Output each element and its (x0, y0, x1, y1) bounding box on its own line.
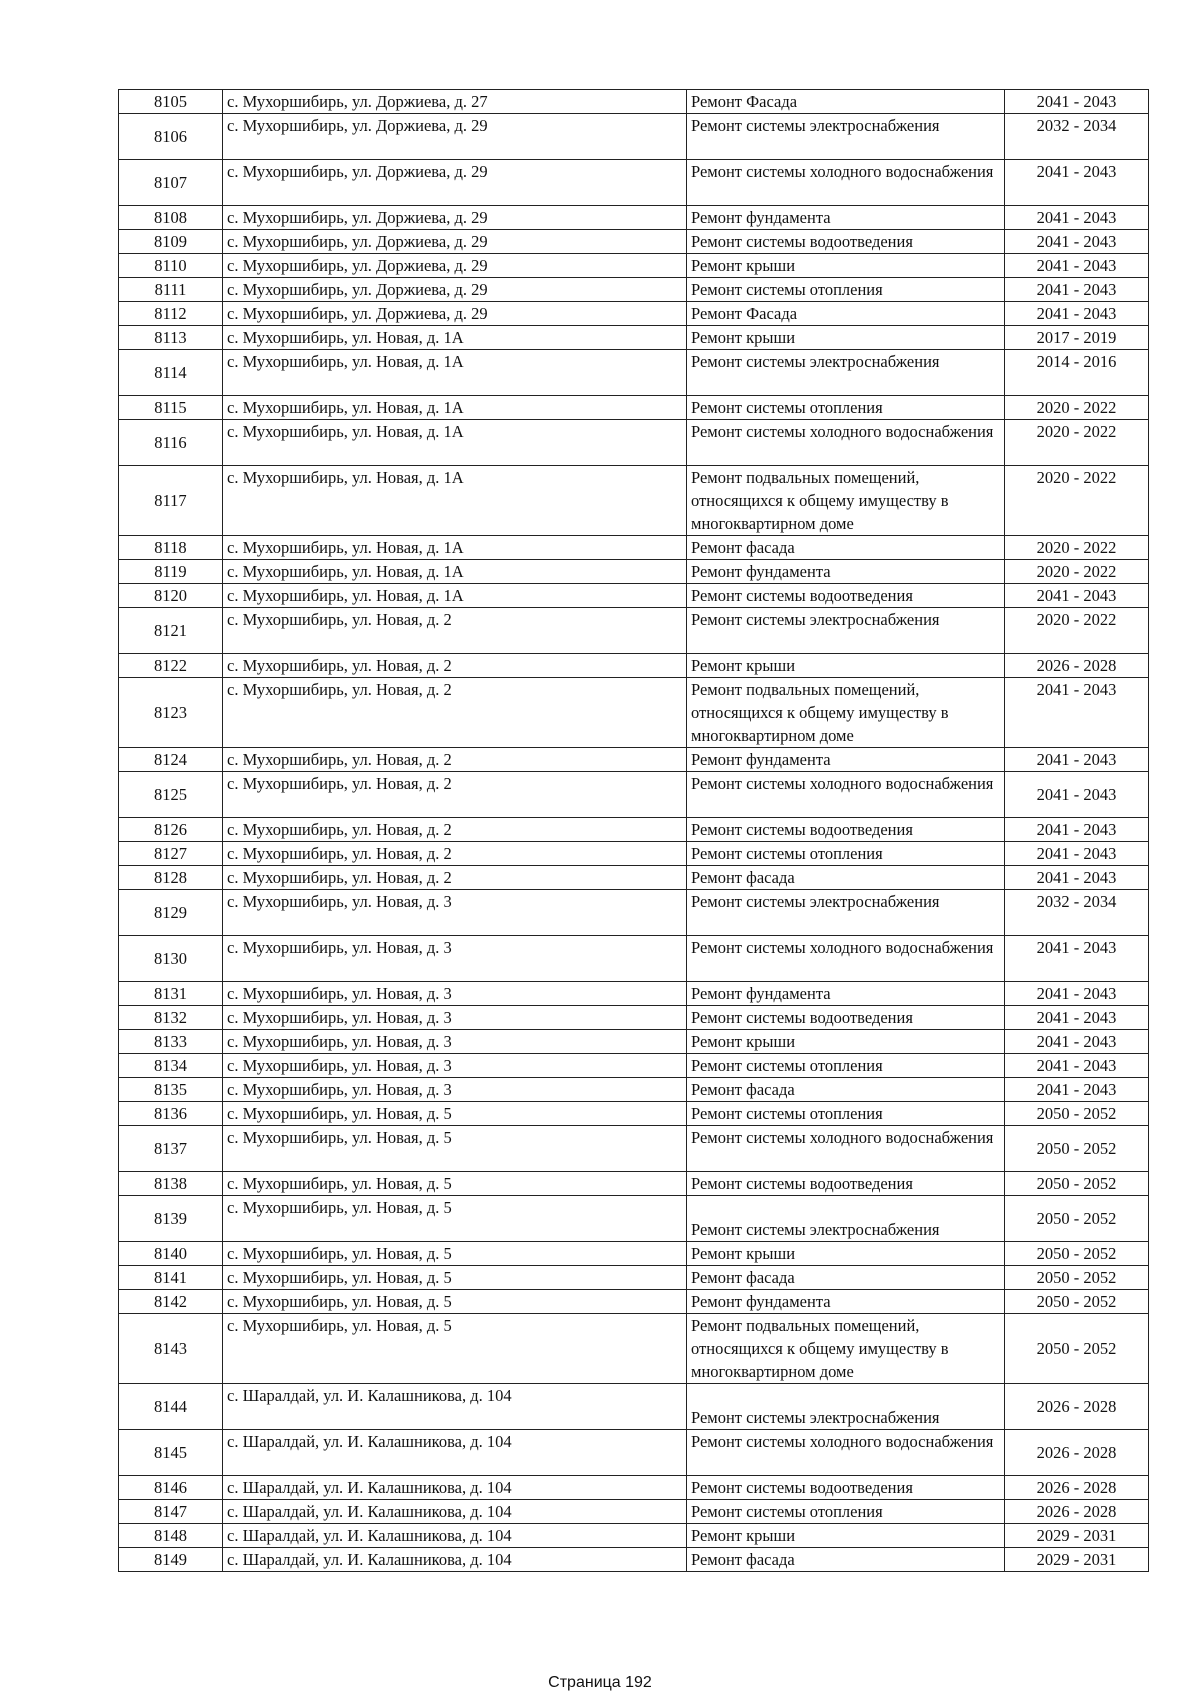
row-address: с. Мухоршибирь, ул. Доржиева, д. 29 (223, 254, 687, 278)
table-row (119, 466, 1149, 536)
row-number: 8143 (119, 1314, 223, 1384)
row-number: 8118 (119, 536, 223, 560)
table-row (119, 1430, 1149, 1476)
row-work-type: Ремонт Фасада (687, 90, 1005, 114)
row-period: 2041 - 2043 (1005, 278, 1149, 302)
row-address: с. Мухоршибирь, ул. Доржиева, д. 29 (223, 114, 687, 160)
row-period: 2041 - 2043 (1005, 818, 1149, 842)
row-period: 2020 - 2022 (1005, 396, 1149, 420)
row-number: 8111 (119, 278, 223, 302)
row-number: 8123 (119, 678, 223, 748)
row-number: 8144 (119, 1384, 223, 1430)
row-work-type: Ремонт крыши (687, 1030, 1005, 1054)
row-period: 2026 - 2028 (1005, 1430, 1149, 1476)
row-address: с. Мухоршибирь, ул. Новая, д. 3 (223, 1030, 687, 1054)
row-address: с. Мухоршибирь, ул. Новая, д. 1А (223, 536, 687, 560)
row-number: 8110 (119, 254, 223, 278)
table-row (119, 302, 1149, 326)
row-work-type: Ремонт крыши (687, 1242, 1005, 1266)
table-row (119, 254, 1149, 278)
row-address: с. Шаралдай, ул. И. Калашникова, д. 104 (223, 1476, 687, 1500)
table-row (119, 396, 1149, 420)
row-work-type: Ремонт Фасада (687, 302, 1005, 326)
row-period: 2041 - 2043 (1005, 206, 1149, 230)
table-row (119, 206, 1149, 230)
row-number: 8138 (119, 1172, 223, 1196)
row-address: с. Шаралдай, ул. И. Калашникова, д. 104 (223, 1384, 687, 1430)
row-number: 8112 (119, 302, 223, 326)
row-work-type: Ремонт подвальных помещений, относящихся к общему имуществу в многоквартирном доме (687, 466, 1005, 536)
row-work-type: Ремонт системы отопления (687, 396, 1005, 420)
row-number: 8135 (119, 1078, 223, 1102)
row-work-type: Ремонт фасада (687, 1078, 1005, 1102)
row-address: с. Мухоршибирь, ул. Новая, д. 2 (223, 608, 687, 654)
row-period: 2041 - 2043 (1005, 936, 1149, 982)
row-number: 8124 (119, 748, 223, 772)
row-work-type: Ремонт системы холодного водоснабжения (687, 936, 1005, 982)
row-work-type: Ремонт системы водоотведения (687, 230, 1005, 254)
row-work-type: Ремонт системы холодного водоснабжения (687, 420, 1005, 466)
row-address: с. Мухоршибирь, ул. Доржиева, д. 29 (223, 160, 687, 206)
table-row (119, 842, 1149, 866)
row-period: 2029 - 2031 (1005, 1548, 1149, 1572)
row-number: 8146 (119, 1476, 223, 1500)
row-number: 8148 (119, 1524, 223, 1548)
table-row (119, 278, 1149, 302)
row-number: 8125 (119, 772, 223, 818)
row-period: 2020 - 2022 (1005, 608, 1149, 654)
row-period: 2050 - 2052 (1005, 1266, 1149, 1290)
row-period: 2032 - 2034 (1005, 114, 1149, 160)
row-period: 2041 - 2043 (1005, 584, 1149, 608)
row-number: 8131 (119, 982, 223, 1006)
row-work-type: Ремонт фундамента (687, 1290, 1005, 1314)
row-address: с. Мухоршибирь, ул. Новая, д. 5 (223, 1314, 687, 1384)
row-work-type: Ремонт системы водоотведения (687, 584, 1005, 608)
row-period: 2050 - 2052 (1005, 1242, 1149, 1266)
table-row (119, 982, 1149, 1006)
row-address: с. Мухоршибирь, ул. Новая, д. 2 (223, 678, 687, 748)
row-period: 2050 - 2052 (1005, 1172, 1149, 1196)
row-period: 2041 - 2043 (1005, 1078, 1149, 1102)
table-row (119, 1102, 1149, 1126)
row-address: с. Мухоршибирь, ул. Доржиева, д. 29 (223, 230, 687, 254)
row-number: 8106 (119, 114, 223, 160)
table-row (119, 584, 1149, 608)
row-address: с. Мухоршибирь, ул. Доржиева, д. 29 (223, 206, 687, 230)
row-number: 8109 (119, 230, 223, 254)
row-period: 2014 - 2016 (1005, 350, 1149, 396)
table-row (119, 160, 1149, 206)
row-address: с. Мухоршибирь, ул. Новая, д. 3 (223, 1054, 687, 1078)
row-period: 2041 - 2043 (1005, 678, 1149, 748)
row-number: 8115 (119, 396, 223, 420)
row-work-type: Ремонт системы электроснабжения (687, 1384, 1005, 1430)
row-number: 8132 (119, 1006, 223, 1030)
row-work-type: Ремонт подвальных помещений, относящихся к общему имуществу в многоквартирном доме (687, 678, 1005, 748)
table-row (119, 1548, 1149, 1572)
table-body (119, 90, 1149, 1572)
row-address: с. Мухоршибирь, ул. Новая, д. 2 (223, 772, 687, 818)
row-period: 2050 - 2052 (1005, 1126, 1149, 1172)
row-period: 2020 - 2022 (1005, 466, 1149, 536)
row-work-type: Ремонт системы отопления (687, 278, 1005, 302)
table-row (119, 818, 1149, 842)
row-number: 8105 (119, 90, 223, 114)
row-work-type: Ремонт системы холодного водоснабжения (687, 1126, 1005, 1172)
table-row (119, 1290, 1149, 1314)
table-row (119, 866, 1149, 890)
row-work-type: Ремонт системы электроснабжения (687, 890, 1005, 936)
row-address: с. Мухоршибирь, ул. Новая, д. 2 (223, 654, 687, 678)
row-work-type: Ремонт системы водоотведения (687, 1172, 1005, 1196)
page-number: Страница 192 (548, 1674, 652, 1691)
row-number: 8136 (119, 1102, 223, 1126)
row-period: 2050 - 2052 (1005, 1196, 1149, 1242)
row-address: с. Шаралдай, ул. И. Калашникова, д. 104 (223, 1500, 687, 1524)
row-number: 8133 (119, 1030, 223, 1054)
row-work-type: Ремонт системы отопления (687, 1500, 1005, 1524)
row-address: с. Мухоршибирь, ул. Новая, д. 3 (223, 982, 687, 1006)
row-address: с. Мухоршибирь, ул. Новая, д. 5 (223, 1172, 687, 1196)
row-number: 8147 (119, 1500, 223, 1524)
table-row (119, 420, 1149, 466)
row-work-type: Ремонт системы электроснабжения (687, 1196, 1005, 1242)
row-work-type: Ремонт крыши (687, 254, 1005, 278)
table-row (119, 1054, 1149, 1078)
row-number: 8140 (119, 1242, 223, 1266)
row-address: с. Мухоршибирь, ул. Новая, д. 5 (223, 1126, 687, 1172)
row-number: 8128 (119, 866, 223, 890)
row-period: 2026 - 2028 (1005, 654, 1149, 678)
table-row (119, 1476, 1149, 1500)
row-number: 8119 (119, 560, 223, 584)
row-period: 2041 - 2043 (1005, 866, 1149, 890)
table-row (119, 326, 1149, 350)
row-number: 8134 (119, 1054, 223, 1078)
row-work-type: Ремонт системы электроснабжения (687, 114, 1005, 160)
row-number: 8117 (119, 466, 223, 536)
row-number: 8137 (119, 1126, 223, 1172)
row-number: 8129 (119, 890, 223, 936)
row-address: с. Мухоршибирь, ул. Новая, д. 5 (223, 1242, 687, 1266)
row-number: 8130 (119, 936, 223, 982)
row-address: с. Шаралдай, ул. И. Калашникова, д. 104 (223, 1430, 687, 1476)
table-row (119, 1500, 1149, 1524)
row-period: 2041 - 2043 (1005, 1054, 1149, 1078)
row-period: 2020 - 2022 (1005, 560, 1149, 584)
row-number: 8141 (119, 1266, 223, 1290)
row-period: 2041 - 2043 (1005, 748, 1149, 772)
row-address: с. Мухоршибирь, ул. Доржиева, д. 29 (223, 302, 687, 326)
table-row (119, 1078, 1149, 1102)
row-address: с. Шаралдай, ул. И. Калашникова, д. 104 (223, 1524, 687, 1548)
table-row (119, 608, 1149, 654)
row-number: 8127 (119, 842, 223, 866)
row-period: 2026 - 2028 (1005, 1476, 1149, 1500)
row-period: 2041 - 2043 (1005, 230, 1149, 254)
row-address: с. Шаралдай, ул. И. Калашникова, д. 104 (223, 1548, 687, 1572)
row-period: 2050 - 2052 (1005, 1290, 1149, 1314)
table-row (119, 1006, 1149, 1030)
row-address: с. Мухоршибирь, ул. Новая, д. 5 (223, 1196, 687, 1242)
table-row (119, 1196, 1149, 1242)
row-address: с. Мухоршибирь, ул. Новая, д. 1А (223, 584, 687, 608)
row-address: с. Мухоршибирь, ул. Новая, д. 3 (223, 1006, 687, 1030)
row-number: 8107 (119, 160, 223, 206)
row-work-type: Ремонт крыши (687, 1524, 1005, 1548)
table-row (119, 536, 1149, 560)
row-work-type: Ремонт системы электроснабжения (687, 350, 1005, 396)
row-period: 2041 - 2043 (1005, 982, 1149, 1006)
row-work-type: Ремонт системы водоотведения (687, 1476, 1005, 1500)
table-row (119, 936, 1149, 982)
table-row (119, 1314, 1149, 1384)
row-work-type: Ремонт фундамента (687, 748, 1005, 772)
row-address: с. Мухоршибирь, ул. Новая, д. 3 (223, 936, 687, 982)
row-work-type: Ремонт системы водоотведения (687, 1006, 1005, 1030)
row-address: с. Мухоршибирь, ул. Доржиева, д. 29 (223, 278, 687, 302)
row-period: 2041 - 2043 (1005, 772, 1149, 818)
table-row (119, 560, 1149, 584)
row-number: 8108 (119, 206, 223, 230)
row-work-type: Ремонт системы отопления (687, 1102, 1005, 1126)
row-number: 8142 (119, 1290, 223, 1314)
row-address: с. Мухоршибирь, ул. Новая, д. 1А (223, 466, 687, 536)
row-work-type: Ремонт фундамента (687, 560, 1005, 584)
row-period: 2041 - 2043 (1005, 1006, 1149, 1030)
row-address: с. Мухоршибирь, ул. Новая, д. 3 (223, 890, 687, 936)
table-row (119, 1266, 1149, 1290)
row-period: 2041 - 2043 (1005, 842, 1149, 866)
row-number: 8120 (119, 584, 223, 608)
row-number: 8122 (119, 654, 223, 678)
row-work-type: Ремонт фасада (687, 536, 1005, 560)
row-work-type: Ремонт подвальных помещений, относящихся к общему имуществу в многоквартирном доме (687, 1314, 1005, 1384)
row-work-type: Ремонт системы водоотведения (687, 818, 1005, 842)
row-address: с. Мухоршибирь, ул. Новая, д. 1А (223, 350, 687, 396)
row-work-type: Ремонт фундамента (687, 206, 1005, 230)
row-work-type: Ремонт системы отопления (687, 1054, 1005, 1078)
row-period: 2050 - 2052 (1005, 1314, 1149, 1384)
table-row (119, 350, 1149, 396)
table-row (119, 90, 1149, 114)
row-work-type: Ремонт крыши (687, 326, 1005, 350)
row-address: с. Мухоршибирь, ул. Новая, д. 2 (223, 748, 687, 772)
row-period: 2041 - 2043 (1005, 302, 1149, 326)
row-address: с. Мухоршибирь, ул. Новая, д. 1А (223, 326, 687, 350)
table-row (119, 114, 1149, 160)
table-row (119, 1030, 1149, 1054)
row-number: 8116 (119, 420, 223, 466)
row-work-type: Ремонт фасада (687, 1548, 1005, 1572)
row-number: 8149 (119, 1548, 223, 1572)
table-row (119, 1172, 1149, 1196)
row-address: с. Мухоршибирь, ул. Новая, д. 2 (223, 842, 687, 866)
table-row (119, 1384, 1149, 1430)
row-address: с. Мухоршибирь, ул. Новая, д. 5 (223, 1266, 687, 1290)
row-work-type: Ремонт фундамента (687, 982, 1005, 1006)
table-row (119, 654, 1149, 678)
row-work-type: Ремонт системы отопления (687, 842, 1005, 866)
row-address: с. Мухоршибирь, ул. Новая, д. 5 (223, 1102, 687, 1126)
table-row (119, 1524, 1149, 1548)
row-number: 8126 (119, 818, 223, 842)
row-address: с. Мухоршибирь, ул. Новая, д. 1А (223, 420, 687, 466)
row-work-type: Ремонт системы холодного водоснабжения (687, 772, 1005, 818)
row-period: 2017 - 2019 (1005, 326, 1149, 350)
row-period: 2020 - 2022 (1005, 536, 1149, 560)
table-row (119, 678, 1149, 748)
row-number: 8113 (119, 326, 223, 350)
row-work-type: Ремонт крыши (687, 654, 1005, 678)
row-period: 2041 - 2043 (1005, 160, 1149, 206)
repair-schedule-table (118, 89, 1149, 1572)
row-number: 8121 (119, 608, 223, 654)
row-address: с. Мухоршибирь, ул. Новая, д. 5 (223, 1290, 687, 1314)
row-address: с. Мухоршибирь, ул. Доржиева, д. 27 (223, 90, 687, 114)
row-work-type: Ремонт фасада (687, 1266, 1005, 1290)
table-row (119, 1242, 1149, 1266)
table-row (119, 230, 1149, 254)
row-period: 2041 - 2043 (1005, 90, 1149, 114)
row-work-type: Ремонт системы холодного водоснабжения (687, 1430, 1005, 1476)
row-period: 2050 - 2052 (1005, 1102, 1149, 1126)
row-work-type: Ремонт системы холодного водоснабжения (687, 160, 1005, 206)
row-number: 8145 (119, 1430, 223, 1476)
row-period: 2029 - 2031 (1005, 1524, 1149, 1548)
table-row (119, 748, 1149, 772)
row-address: с. Мухоршибирь, ул. Новая, д. 2 (223, 866, 687, 890)
row-address: с. Мухоршибирь, ул. Новая, д. 3 (223, 1078, 687, 1102)
row-period: 2032 - 2034 (1005, 890, 1149, 936)
row-period: 2020 - 2022 (1005, 420, 1149, 466)
row-address: с. Мухоршибирь, ул. Новая, д. 1А (223, 396, 687, 420)
table-row (119, 1126, 1149, 1172)
row-work-type: Ремонт системы электроснабжения (687, 608, 1005, 654)
row-period: 2041 - 2043 (1005, 254, 1149, 278)
row-address: с. Мухоршибирь, ул. Новая, д. 1А (223, 560, 687, 584)
row-period: 2026 - 2028 (1005, 1384, 1149, 1430)
table-row (119, 772, 1149, 818)
row-work-type: Ремонт фасада (687, 866, 1005, 890)
table-row (119, 890, 1149, 936)
row-number: 8139 (119, 1196, 223, 1242)
row-number: 8114 (119, 350, 223, 396)
row-address: с. Мухоршибирь, ул. Новая, д. 2 (223, 818, 687, 842)
row-period: 2041 - 2043 (1005, 1030, 1149, 1054)
row-period: 2026 - 2028 (1005, 1500, 1149, 1524)
